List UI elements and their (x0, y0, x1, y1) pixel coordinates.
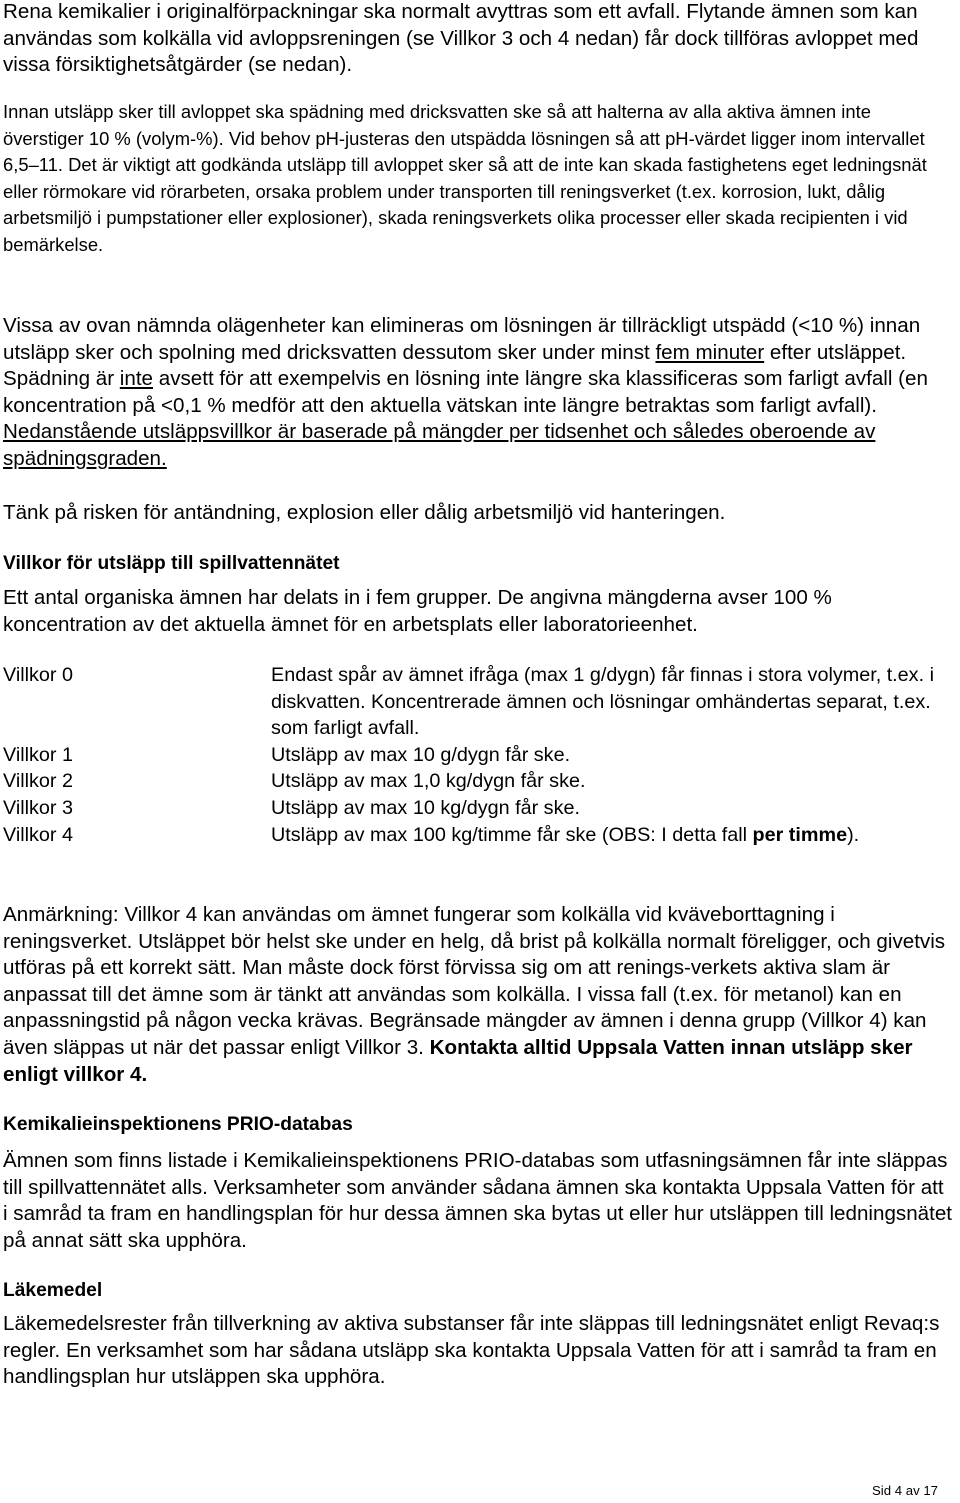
villkor-4-desc-end: ). (847, 823, 860, 846)
villkor-table (3, 662, 953, 848)
villkor-2-desc: Utsläpp av max 1,0 kg/dygn får ske. (271, 770, 586, 793)
lakemedel-body: Läkemedelsrester från tillverkning av aktiva substanser får inte släppas till ledningsnätet enligt Revaq:s regler. En verksamhet som har sådana utsläpp ska kontakta Uppsala Vatten för att i samråd ta fram en handlingsplan hur utsläppen ska upphöra. (3, 1312, 940, 1389)
prio-body: Ämnen som finns listade i Kemikalieinspektionens PRIO-databas som utfasningsämnen får inte släppas till spillvattennätet alls. Verksamheter som använder sådana ämnen ska kontakta Uppsala Vatten för att i samråd ta fram en handlingsplan för hur dessa ämnen ska bytas ut eller hur utsläppen till ledningsnätet på annat sätt ska upphöra. (3, 1149, 953, 1252)
intro-paragraph-4: Tänk på risken för antändning, explosion eller dålig arbetsmiljö vid hanteringen. (3, 501, 726, 524)
villkor-1-desc: Utsläpp av max 10 g/dygn får ske. (271, 743, 571, 766)
p3-underline-a: fem minuter (655, 340, 765, 364)
villkor-4-desc-bold: per timme (752, 823, 848, 846)
villkor-heading: Villkor för utsläpp till spillvattennätet (3, 553, 340, 574)
villkor-0-desc: Endast spår av ämnet ifråga (max 1 g/dygn) får finnas i stora volymer, t.ex. i diskvatten. Koncentrerade ämnen och lösningar omhändertas separat, t.ex. som farligt avfall. (271, 664, 934, 740)
villkor-3-label: Villkor 3 (3, 796, 73, 819)
villkor-note (3, 902, 953, 1088)
intro-paragraph-3 (3, 313, 953, 473)
villkor-0-label: Villkor 0 (3, 664, 73, 686)
p3-text-c: avsett för att exempelvis en lösning inte längre ska klassificeras som farligt avfall (en koncentration på <0,1 % medför att den aktuella vätskan inte längre betraktas som farligt avfall). (3, 367, 928, 417)
villkor-3-desc: Utsläpp av max 10 kg/dygn får ske. (271, 796, 580, 819)
prio-heading: Kemikalieinspektionens PRIO-databas (3, 1114, 353, 1135)
villkor-note-bold: Kontakta alltid Uppsala Vatten innan utsläpp sker enligt villkor 4. (3, 1035, 913, 1086)
p3-underline-c: Nedanstående utsläppsvillkor är baserade på mängder per tidsenhet och således oberoende av spädningsgraden. (3, 420, 876, 470)
intro-paragraph-1: Rena kemikalier i originalförpackningar ska normalt avyttras som ett avfall. Flytande ämnen som kan användas som kolkälla vid avloppsreningen (se Villkor 3 och 4 nedan) får dock tillföras avloppet med vissa försiktighetsåtgärder (se nedan). (3, 0, 919, 77)
villkor-2-label: Villkor 2 (3, 770, 73, 793)
p3-underline-b: inte (119, 367, 154, 391)
villkor-4-label: Villkor 4 (3, 823, 73, 846)
villkor-intro: Ett antal organiska ämnen har delats in i fem grupper. De angivna mängderna avser 100 % koncentration av det aktuella ämnet för en arbetsplats eller laboratorieenhet. (3, 586, 832, 636)
villkor-4-desc-text: Utsläpp av max 100 kg/timme får ske (OBS: I detta fall (271, 823, 753, 846)
intro-paragraph-2: Innan utsläpp sker till avloppet ska spädning med dricksvatten ske så att halterna av alla aktiva ämnen inte överstiger 10 % (volym-%). Vid behov pH-justeras den utspädda lösningen så att pH-värdet ligger inom intervallet 6,5–11. Det är viktigt att godkända utsläpp till avloppet sker så att de inte kan skada fastighetens eget ledningsnät eller rörmokare vid rörarbeten, orsaka problem under transporten till reningsverket (t.ex. korrosion, lukt, dålig arbetsmiljö i pumpstationer eller explosioner), skada reningsverkets olika processer eller skada recipienten i vid bemärkelse. (3, 101, 927, 255)
villkor-note-text: Anmärkning: Villkor 4 kan användas om ämnet fungerar som kolkälla vid kväveborttagning i reningsverket. Utsläppet bör helst ske under en helg, då brist på kolkälla normalt föreligger, och givetvis utföras på ett korrekt sätt. Man måste dock först förvissa sig om att renings-verkets aktiva slam är anpassat till det ämne som är tänkt att användas som kolkälla. I vissa fall (t.ex. för metanol) kan en anpassningstid på någon vecka krävas. Begränsade mängder av ämnen i denna grupp (Villkor 4) kan även släppas ut när det passar enligt Villkor 3. (3, 903, 946, 1059)
p3-text-b: efter utsläppet. Spädning är (3, 340, 907, 391)
lakemedel-heading: Läkemedel (3, 1280, 103, 1301)
villkor-1-label: Villkor 1 (3, 743, 73, 766)
page-number: Sid 4 av 17 (872, 1483, 938, 1498)
p3-text-a: Vissa av ovan nämnda olägenheter kan elimineras om lösningen är tillräckligt utspädd (<10 %) innan utsläpp sker och spolning med dricksvatten dessutom sker under minst (3, 314, 921, 364)
villkor-4-desc (271, 822, 953, 849)
